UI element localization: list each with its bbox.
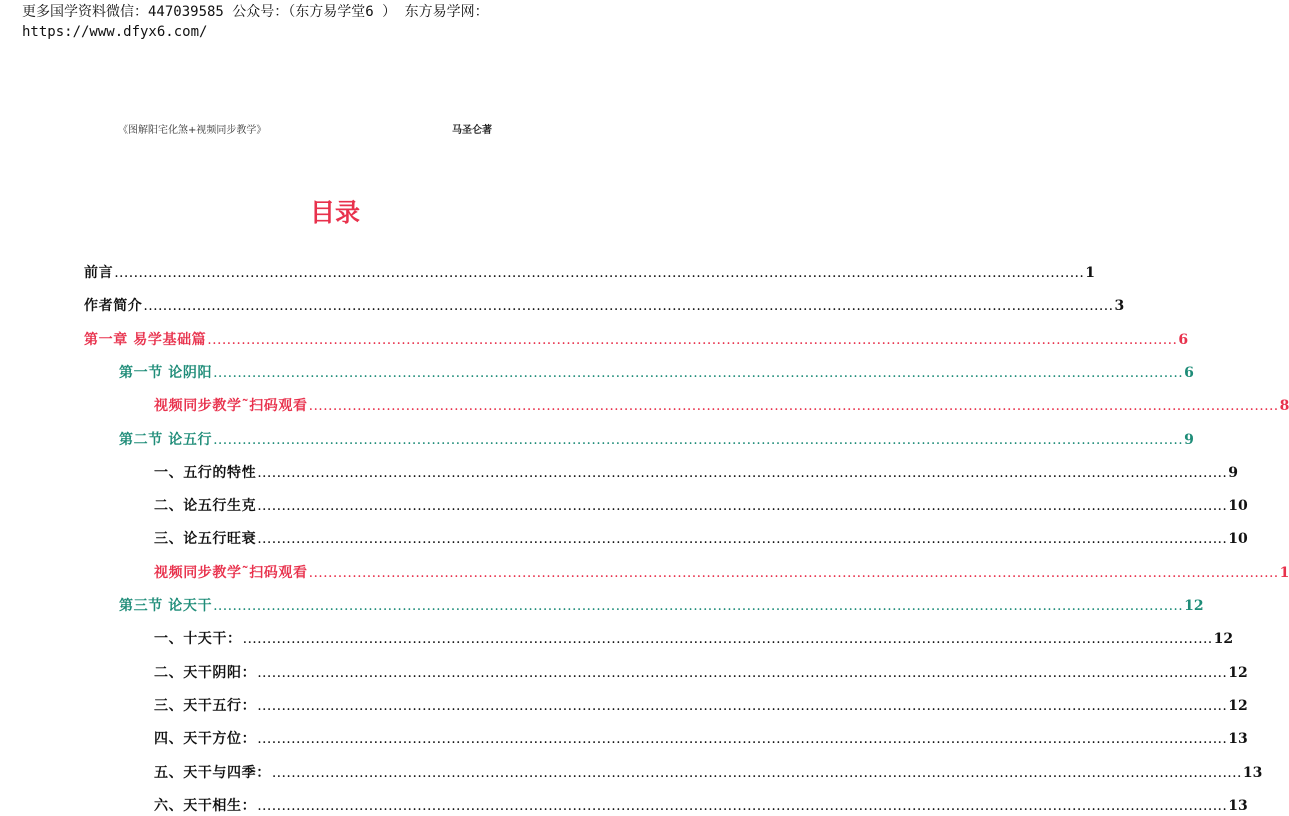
toc-entry[interactable] — [154, 663, 1248, 683]
toc-entry-page: 9 — [1228, 465, 1238, 481]
toc-entry-label: 第二节 论五行 — [119, 432, 213, 448]
toc-leader-dots: ........................................................................................................................................................................................................ — [213, 365, 1184, 381]
toc-entry-page: 12 — [1184, 598, 1204, 614]
toc-entry[interactable] — [154, 563, 1289, 583]
toc-entry[interactable] — [154, 629, 1234, 649]
toc-title: 目录 — [309, 198, 360, 227]
toc-leader-dots: ........................................................................................................................................................................................................ — [308, 565, 1279, 581]
toc-entry-page: 6 — [1184, 365, 1194, 381]
toc-leader-dots: ........................................................................................................................................................................................................ — [114, 265, 1085, 281]
toc-entry-label: 三、论五行旺衰 — [154, 531, 257, 547]
toc-entry-label: 视频同步教学˜扫码观看 — [154, 565, 308, 581]
toc-leader-dots: ........................................................................................................................................................................................................ — [308, 398, 1279, 414]
toc-leader-dots: ........................................................................................................................................................................................................ — [143, 298, 1114, 314]
toc-entry[interactable] — [154, 729, 1248, 749]
toc-entry[interactable] — [154, 463, 1238, 483]
toc-leader-dots: ........................................................................................................................................................................................................ — [242, 631, 1213, 647]
toc-entry-label: 二、论五行生克 — [154, 498, 257, 514]
toc-entry[interactable] — [154, 763, 1263, 783]
toc-entry-label: 前言 — [84, 265, 114, 281]
toc-entry-label: 三、天干五行： — [154, 698, 257, 714]
toc-entry-label: 第三节 论天干 — [119, 598, 213, 614]
toc-leader-dots: ........................................................................................................................................................................................................ — [207, 332, 1178, 348]
toc-entry[interactable] — [84, 296, 1125, 316]
toc-leader-dots: ........................................................................................................................................................................................................ — [257, 665, 1228, 681]
toc-entry-label: 四、天干方位： — [154, 731, 257, 747]
toc-entry[interactable] — [154, 396, 1289, 416]
toc-entry[interactable] — [119, 363, 1194, 383]
toc-entry-label: 二、天干阴阳： — [154, 665, 257, 681]
toc-entry-label: 作者简介 — [84, 298, 143, 314]
toc-entry-label: 第一节 论阴阳 — [119, 365, 213, 381]
toc-entry[interactable] — [119, 596, 1204, 616]
toc-leader-dots: ........................................................................................................................................................................................................ — [213, 598, 1184, 614]
toc-entry[interactable] — [154, 696, 1248, 716]
toc-entry-page: 8 — [1279, 398, 1289, 414]
toc-entry-page: 10 — [1228, 498, 1248, 514]
toc-entry[interactable] — [154, 529, 1248, 549]
toc-entry-page: 3 — [1114, 298, 1125, 314]
toc-leader-dots: ........................................................................................................................................................................................................ — [257, 731, 1228, 747]
toc-entry-label: 五、天干与四季： — [154, 765, 271, 781]
header-line-contact: 更多国学资料微信：447039585 公众号：（东方易学堂6 ） 东方易学网： — [22, 4, 489, 20]
toc-entry[interactable] — [84, 330, 1189, 350]
toc-leader-dots: ........................................................................................................................................................................................................ — [257, 465, 1228, 481]
toc-entry-page: 12 — [1228, 665, 1248, 681]
toc-entry-label: 一、十天干： — [154, 631, 242, 647]
toc-entry[interactable] — [119, 430, 1194, 450]
toc-entry-label: 视频同步教学˜扫码观看 — [154, 398, 308, 414]
toc-entry-page: 1 — [1085, 265, 1095, 281]
toc-entry-page: 10 — [1228, 531, 1248, 547]
book-title: 《图解阳宅化煞+视频同步教学》 — [118, 125, 267, 136]
header-text — [22, 2, 662, 42]
toc-entry-page: 6 — [1178, 332, 1189, 348]
toc-entry-page: 12 — [1213, 631, 1234, 647]
toc-entry-label: 第一章 易学基础篇 — [84, 332, 207, 348]
toc-entry-page: 13 — [1228, 731, 1248, 747]
toc-leader-dots: ........................................................................................................................................................................................................ — [257, 698, 1228, 714]
book-author: 马圣仑著 — [452, 125, 492, 136]
toc-leader-dots: ........................................................................................................................................................................................................ — [213, 432, 1184, 448]
toc-leader-dots: ........................................................................................................................................................................................................ — [257, 798, 1228, 814]
toc-entry-page: 13 — [1242, 765, 1263, 781]
toc-entry[interactable] — [154, 796, 1248, 816]
toc-leader-dots: ........................................................................................................................................................................................................ — [257, 531, 1228, 547]
toc-entry-page: 1 — [1279, 565, 1289, 581]
toc-entry-label: 一、五行的特性 — [154, 465, 257, 481]
toc-entry[interactable] — [154, 496, 1248, 516]
toc-entry-page: 13 — [1228, 798, 1248, 814]
header-line-url[interactable]: https://www.dfyx6.com/ — [22, 24, 208, 40]
toc-entry-page: 12 — [1228, 698, 1248, 714]
toc-leader-dots: ........................................................................................................................................................................................................ — [257, 498, 1228, 514]
toc-entry-page: 9 — [1184, 432, 1194, 448]
toc-leader-dots: ........................................................................................................................................................................................................ — [271, 765, 1242, 781]
toc-entry-label: 六、天干相生： — [154, 798, 257, 814]
toc-entry[interactable] — [84, 263, 1095, 283]
